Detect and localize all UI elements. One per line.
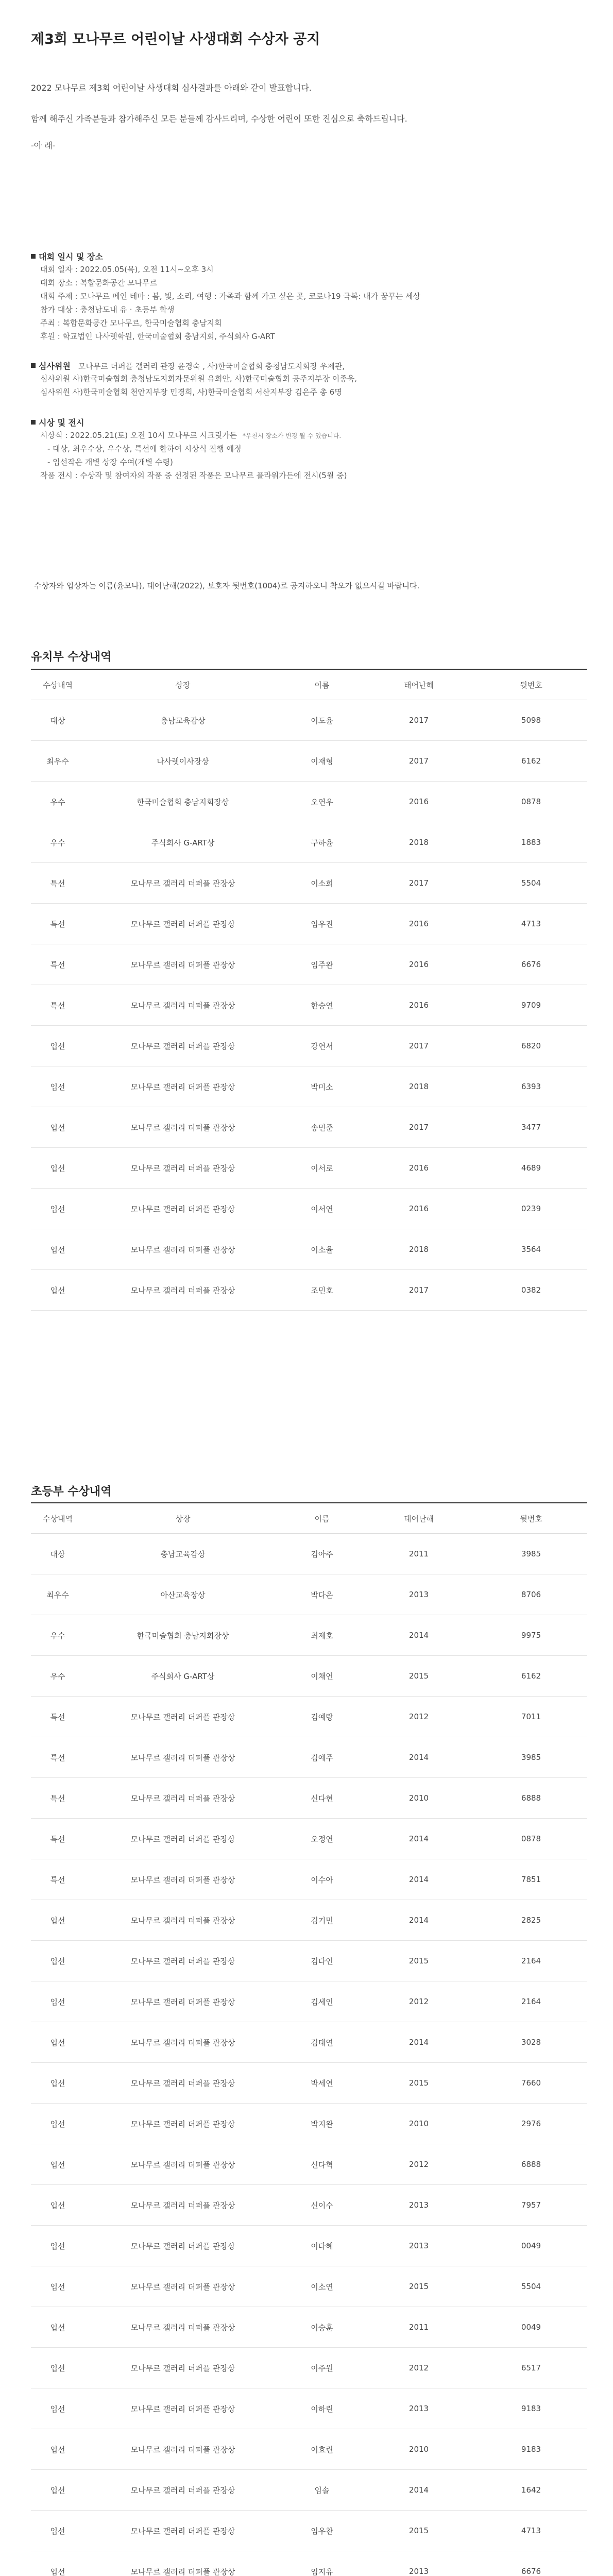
col-header-type: 수상내역 <box>31 669 84 700</box>
section-award-heading: 시상 및 전시 <box>31 416 84 428</box>
cell-award: 모나무르 갤러리 더퍼플 관장상 <box>84 2185 281 2226</box>
cell-phone: 4689 <box>475 1148 587 1189</box>
table-row <box>31 700 587 741</box>
cell-award: 모나무르 갤러리 더퍼플 관장상 <box>84 1900 281 1941</box>
cell-type: 입선 <box>31 1189 84 1229</box>
cell-year: 2012 <box>363 2348 475 2388</box>
cell-year: 2017 <box>363 1270 475 1311</box>
cell-award: 모나무르 갤러리 더퍼플 관장상 <box>84 2063 281 2104</box>
cell-year: 2015 <box>363 1941 475 1981</box>
cell-name: 한승연 <box>281 985 363 1026</box>
cell-year: 2010 <box>363 2104 475 2144</box>
table-row <box>31 1534 587 1574</box>
cell-name: 구하윤 <box>281 822 363 863</box>
cell-award: 모나무르 갤러리 더퍼플 관장상 <box>84 2022 281 2063</box>
cell-type: 우수 <box>31 782 84 822</box>
section-award-line: 작품 전시 : 수상작 및 참여자의 작품 중 선정된 작품은 모나무르 플라워가든에 전시(5월 중) <box>40 471 347 480</box>
cell-name: 김기민 <box>281 1900 363 1941</box>
cell-name: 강연서 <box>281 1026 363 1066</box>
table-row <box>31 1148 587 1189</box>
cell-year: 2015 <box>363 2511 475 2551</box>
cell-type: 입선 <box>31 1981 84 2022</box>
cell-phone: 1642 <box>475 2470 587 2511</box>
cell-type: 입선 <box>31 2226 84 2266</box>
cell-name: 이소희 <box>281 863 363 904</box>
cell-type: 입선 <box>31 1941 84 1981</box>
cell-year: 2014 <box>363 1615 475 1656</box>
cell-award: 나사렛이사장상 <box>84 741 281 782</box>
cell-phone: 3985 <box>475 1737 587 1778</box>
cell-year: 2014 <box>363 1819 475 1859</box>
cell-year: 2014 <box>363 1859 475 1900</box>
cell-year: 2014 <box>363 1737 475 1778</box>
cell-phone: 6676 <box>475 2551 587 2576</box>
table-row <box>31 1778 587 1819</box>
section-date-line: 대회 일자 : 2022.05.05(목), 오전 11시~오후 3시 <box>40 265 214 274</box>
cell-type: 입선 <box>31 1229 84 1270</box>
cell-phone: 9975 <box>475 1615 587 1656</box>
cell-name: 이효린 <box>281 2429 363 2470</box>
cell-phone: 2976 <box>475 2104 587 2144</box>
cell-type: 대상 <box>31 1534 84 1574</box>
col-header-phone: 뒷번호 <box>475 1503 587 1534</box>
cell-type: 입선 <box>31 1900 84 1941</box>
cell-name: 이주원 <box>281 2348 363 2388</box>
table-row <box>31 985 587 1026</box>
cell-type: 입선 <box>31 1026 84 1066</box>
cell-award: 모나무르 갤러리 더퍼플 관장상 <box>84 2470 281 2511</box>
ceremony-line: 시상식 : 2022.05.21(토) 오전 10시 모나무르 시크릿가든 <box>40 431 237 440</box>
cell-year: 2017 <box>363 1026 475 1066</box>
cell-award: 한국미술협회 충남지회장상 <box>84 782 281 822</box>
cell-type: 입선 <box>31 1270 84 1311</box>
kindergarten-table <box>31 669 587 1311</box>
cell-phone: 0049 <box>475 2226 587 2266</box>
cell-name: 이소율 <box>281 1229 363 1270</box>
cell-year: 2013 <box>363 2226 475 2266</box>
table-row <box>31 2266 587 2307</box>
page-title: 제3회 모나무르 어린이날 사생대회 수상자 공지 <box>31 31 320 47</box>
cell-award: 충남교육감상 <box>84 700 281 741</box>
table-row <box>31 2511 587 2551</box>
cell-award: 모나무르 갤러리 더퍼플 관장상 <box>84 1778 281 1819</box>
cell-award: 모나무르 갤러리 더퍼플 관장상 <box>84 944 281 985</box>
section-date-line: 참가 대상 : 충청남도내 유 · 초등부 학생 <box>40 305 175 314</box>
cell-award: 모나무르 갤러리 더퍼플 관장상 <box>84 2104 281 2144</box>
cell-phone: 0878 <box>475 1819 587 1859</box>
section-judges-line: 모나무르 더퍼플 갤러리 관장 윤경숙 , 사)한국미술협회 충청남도지회장 우제관, <box>78 362 345 371</box>
cell-type: 대상 <box>31 700 84 741</box>
cell-name: 이도윤 <box>281 700 363 741</box>
cell-phone: 6888 <box>475 1778 587 1819</box>
cell-year: 2013 <box>363 2388 475 2429</box>
cell-year: 2013 <box>363 2551 475 2576</box>
cell-name: 김다인 <box>281 1941 363 1981</box>
cell-year: 2016 <box>363 985 475 1026</box>
cell-type: 입선 <box>31 2470 84 2511</box>
cell-name: 박세연 <box>281 2063 363 2104</box>
cell-name: 박다은 <box>281 1574 363 1615</box>
cell-phone: 6517 <box>475 2348 587 2388</box>
cell-type: 입선 <box>31 2551 84 2576</box>
section-award-line <box>40 430 341 440</box>
table-row <box>31 1859 587 1900</box>
cell-name: 임주완 <box>281 944 363 985</box>
table-row <box>31 1941 587 1981</box>
cell-phone: 9183 <box>475 2429 587 2470</box>
cell-phone: 6888 <box>475 2144 587 2185</box>
cell-award: 모나무르 갤러리 더퍼플 관장상 <box>84 1859 281 1900</box>
cell-phone: 0239 <box>475 1189 587 1229</box>
cell-year: 2014 <box>363 2022 475 2063</box>
section-date-line: 대회 장소 : 복합문화공간 모나무르 <box>40 278 157 287</box>
cell-award: 모나무르 갤러리 더퍼플 관장상 <box>84 2348 281 2388</box>
cell-name: 임솔 <box>281 2470 363 2511</box>
section-judges-line: 심사위원 사)한국미술협회 충청남도지회자문위원 유희안, 사)한국미술협회 공주지부장 이종욱, <box>40 374 357 383</box>
cell-name: 이다혜 <box>281 2226 363 2266</box>
table-header-row <box>31 669 587 700</box>
cell-award: 모나무르 갤러리 더퍼플 관장상 <box>84 1981 281 2022</box>
col-header-award: 상장 <box>84 669 281 700</box>
cell-name: 박미소 <box>281 1066 363 1107</box>
cell-type: 입선 <box>31 2063 84 2104</box>
col-header-type: 수상내역 <box>31 1503 84 1534</box>
cell-award: 아산교육장상 <box>84 1574 281 1615</box>
cell-type: 입선 <box>31 1066 84 1107</box>
col-header-award: 상장 <box>84 1503 281 1534</box>
table-row <box>31 863 587 904</box>
cell-type: 입선 <box>31 2348 84 2388</box>
cell-type: 특선 <box>31 1778 84 1819</box>
cell-name: 이수아 <box>281 1859 363 1900</box>
cell-type: 특선 <box>31 863 84 904</box>
intro-line-2: 함께 해주신 가족분들과 참가해주신 모든 분들께 감사드리며, 수상한 어린이 또한 진심으로 축하드립니다. <box>31 114 407 124</box>
cell-award: 모나무르 갤러리 더퍼플 관장상 <box>84 985 281 1026</box>
table-row <box>31 2226 587 2266</box>
cell-year: 2010 <box>363 1778 475 1819</box>
table-row <box>31 822 587 863</box>
cell-name: 신다혁 <box>281 2144 363 2185</box>
cell-phone: 2164 <box>475 1981 587 2022</box>
cell-phone: 3564 <box>475 1229 587 1270</box>
table-row <box>31 2022 587 2063</box>
table-row <box>31 2104 587 2144</box>
cell-award: 모나무르 갤러리 더퍼플 관장상 <box>84 1229 281 1270</box>
section-date-line: 대회 주제 : 모나무르 메인 테마 : 봄, 빛, 소리, 여행 : 가족과 함께 가고 싶은 곳, 코로나19 극복: 내가 꿈꾸는 세상 <box>40 292 421 301</box>
cell-name: 김세인 <box>281 1981 363 2022</box>
table-row <box>31 2470 587 2511</box>
cell-phone: 0878 <box>475 782 587 822</box>
cell-award: 모나무르 갤러리 더퍼플 관장상 <box>84 1107 281 1148</box>
cell-year: 2017 <box>363 741 475 782</box>
cell-phone: 7011 <box>475 1697 587 1737</box>
cell-phone: 1883 <box>475 822 587 863</box>
cell-name: 이서연 <box>281 1189 363 1229</box>
cell-award: 모나무르 갤러리 더퍼플 관장상 <box>84 1819 281 1859</box>
col-header-year: 태어난해 <box>363 669 475 700</box>
table-row <box>31 1656 587 1697</box>
cell-type: 최우수 <box>31 741 84 782</box>
table-row <box>31 1900 587 1941</box>
cell-type: 입선 <box>31 2388 84 2429</box>
cell-award: 모나무르 갤러리 더퍼플 관장상 <box>84 2226 281 2266</box>
cell-type: 입선 <box>31 1148 84 1189</box>
cell-name: 조민호 <box>281 1270 363 1311</box>
cell-year: 2016 <box>363 1148 475 1189</box>
cell-type: 특선 <box>31 1697 84 1737</box>
cell-year: 2018 <box>363 1229 475 1270</box>
cell-type: 입선 <box>31 2266 84 2307</box>
cell-year: 2016 <box>363 944 475 985</box>
cell-award: 모나무르 갤러리 더퍼플 관장상 <box>84 2144 281 2185</box>
cell-name: 이재형 <box>281 741 363 782</box>
cell-year: 2016 <box>363 1189 475 1229</box>
elementary-table <box>31 1502 587 2576</box>
table-row <box>31 782 587 822</box>
cell-name: 임우찬 <box>281 2511 363 2551</box>
cell-name: 이서로 <box>281 1148 363 1189</box>
cell-name: 신이수 <box>281 2185 363 2226</box>
section-award-line: - 대상, 최우수상, 우수상, 특선에 한하여 시상식 진행 예정 <box>47 444 242 453</box>
cell-name: 오정연 <box>281 1819 363 1859</box>
table-row <box>31 2348 587 2388</box>
cell-year: 2018 <box>363 1066 475 1107</box>
table-row <box>31 2144 587 2185</box>
cell-phone: 0049 <box>475 2307 587 2348</box>
cell-phone: 5504 <box>475 2266 587 2307</box>
cell-year: 2013 <box>363 1574 475 1615</box>
cell-year: 2016 <box>363 904 475 944</box>
cell-award: 모나무르 갤러리 더퍼플 관장상 <box>84 1941 281 1981</box>
cell-award: 모나무르 갤러리 더퍼플 관장상 <box>84 1026 281 1066</box>
table-row <box>31 1270 587 1311</box>
col-header-phone: 뒷번호 <box>475 669 587 700</box>
cell-award: 모나무르 갤러리 더퍼플 관장상 <box>84 1270 281 1311</box>
cell-type: 특선 <box>31 1737 84 1778</box>
cell-name: 이승훈 <box>281 2307 363 2348</box>
intro-line-3: -아 래- <box>31 141 56 150</box>
cell-type: 우수 <box>31 822 84 863</box>
cell-award: 모나무르 갤러리 더퍼플 관장상 <box>84 1189 281 1229</box>
cell-year: 2010 <box>363 2429 475 2470</box>
table-row <box>31 1574 587 1615</box>
cell-year: 2016 <box>363 782 475 822</box>
cell-award: 모나무르 갤러리 더퍼플 관장상 <box>84 2266 281 2307</box>
cell-name: 오연우 <box>281 782 363 822</box>
cell-award: 모나무르 갤러리 더퍼플 관장상 <box>84 904 281 944</box>
cell-type: 입선 <box>31 2144 84 2185</box>
cell-phone: 7660 <box>475 2063 587 2104</box>
cell-year: 2017 <box>363 1107 475 1148</box>
cell-award: 주식회사 G-ART상 <box>84 822 281 863</box>
cell-year: 2015 <box>363 1656 475 1697</box>
cell-type: 특선 <box>31 1819 84 1859</box>
table-row <box>31 1737 587 1778</box>
cell-phone: 3028 <box>475 2022 587 2063</box>
cell-year: 2015 <box>363 2266 475 2307</box>
cell-phone: 3477 <box>475 1107 587 1148</box>
cell-name: 김예주 <box>281 1737 363 1778</box>
cell-name: 신다현 <box>281 1778 363 1819</box>
section-award-line: - 입선작은 개별 상장 수여(개별 수령) <box>47 457 173 467</box>
cell-award: 모나무르 갤러리 더퍼플 관장상 <box>84 2429 281 2470</box>
cell-award: 충남교육감상 <box>84 1534 281 1574</box>
table-row <box>31 2429 587 2470</box>
section-date-heading: 대회 일시 및 장소 <box>31 250 103 262</box>
table-row <box>31 1615 587 1656</box>
table-row <box>31 1026 587 1066</box>
cell-award: 모나무르 갤러리 더퍼플 관장상 <box>84 863 281 904</box>
cell-type: 입선 <box>31 2185 84 2226</box>
cell-year: 2018 <box>363 822 475 863</box>
table-row <box>31 1189 587 1229</box>
table-header-row <box>31 1503 587 1534</box>
cell-phone: 6162 <box>475 1656 587 1697</box>
table-row <box>31 1819 587 1859</box>
cell-type: 우수 <box>31 1615 84 1656</box>
cell-award: 모나무르 갤러리 더퍼플 관장상 <box>84 2511 281 2551</box>
section-date-line: 후원 : 학교법인 나사렛학원, 한국미술협회 충남지회, 주식회사 G-ART <box>40 332 275 341</box>
cell-year: 2012 <box>363 1981 475 2022</box>
table-row <box>31 1066 587 1107</box>
cell-phone: 0382 <box>475 1270 587 1311</box>
cell-phone: 6676 <box>475 944 587 985</box>
cell-name: 김아주 <box>281 1534 363 1574</box>
cell-year: 2013 <box>363 2185 475 2226</box>
cell-type: 특선 <box>31 985 84 1026</box>
cell-award: 모나무르 갤러리 더퍼플 관장상 <box>84 2307 281 2348</box>
cell-type: 입선 <box>31 1107 84 1148</box>
cell-year: 2012 <box>363 2144 475 2185</box>
section-judges-heading: 심사위원 <box>31 361 71 371</box>
cell-award: 모나무르 갤러리 더퍼플 관장상 <box>84 1148 281 1189</box>
intro-line-1: 2022 모나무르 제3회 어린이날 사생대회 심사결과를 아래와 같이 발표합니다. <box>31 83 312 93</box>
cell-phone: 4713 <box>475 2511 587 2551</box>
cell-type: 입선 <box>31 2429 84 2470</box>
table-row <box>31 1981 587 2022</box>
cell-type: 입선 <box>31 2022 84 2063</box>
elementary-table-title: 초등부 수상내역 <box>31 1485 112 1498</box>
cell-type: 입선 <box>31 2307 84 2348</box>
cell-phone: 5098 <box>475 700 587 741</box>
section-judges-line: 심사위원 사)한국미술협회 천안지부장 민경희, 사)한국미술협회 서산지부장 김은주 총 6명 <box>40 387 342 397</box>
cell-year: 2017 <box>363 700 475 741</box>
cell-phone: 4713 <box>475 904 587 944</box>
cell-phone: 3985 <box>475 1534 587 1574</box>
cell-type: 특선 <box>31 904 84 944</box>
table-row <box>31 944 587 985</box>
cell-year: 2014 <box>363 2470 475 2511</box>
table-row <box>31 904 587 944</box>
cell-type: 입선 <box>31 2511 84 2551</box>
cell-phone: 2825 <box>475 1900 587 1941</box>
kindergarten-table-body <box>31 700 587 1311</box>
cell-name: 이소연 <box>281 2266 363 2307</box>
cell-year: 2014 <box>363 1900 475 1941</box>
cell-type: 최우수 <box>31 1574 84 1615</box>
notice-text: 수상자와 입상자는 이름(윤모나), 태어난해(2022), 보호자 뒷번호(1004)로 공지하오니 착오가 없으시길 바랍니다. <box>34 581 420 590</box>
cell-year: 2012 <box>363 1697 475 1737</box>
cell-award: 모나무르 갤러리 더퍼플 관장상 <box>84 2388 281 2429</box>
cell-name: 박지완 <box>281 2104 363 2144</box>
cell-award: 모나무르 갤러리 더퍼플 관장상 <box>84 1737 281 1778</box>
col-header-name: 이름 <box>281 1503 363 1534</box>
cell-type: 우수 <box>31 1656 84 1697</box>
section-date-line: 주최 : 복합문화공간 모나무르, 한국미술협회 충남지회 <box>40 318 222 328</box>
cell-year: 2011 <box>363 1534 475 1574</box>
cell-name: 김예랑 <box>281 1697 363 1737</box>
cell-phone: 7957 <box>475 2185 587 2226</box>
cell-year: 2011 <box>363 2307 475 2348</box>
table-row <box>31 1229 587 1270</box>
cell-name: 임우진 <box>281 904 363 944</box>
cell-phone: 8706 <box>475 1574 587 1615</box>
table-row <box>31 2307 587 2348</box>
cell-type: 특선 <box>31 944 84 985</box>
cell-year: 2017 <box>363 863 475 904</box>
table-row <box>31 1697 587 1737</box>
cell-award: 모나무르 갤러리 더퍼플 관장상 <box>84 1697 281 1737</box>
ceremony-note: *우천시 장소가 변경 될 수 있습니다. <box>242 432 342 439</box>
cell-name: 이하린 <box>281 2388 363 2429</box>
cell-award: 한국미술협회 충남지회장상 <box>84 1615 281 1656</box>
cell-phone: 6393 <box>475 1066 587 1107</box>
cell-phone: 2164 <box>475 1941 587 1981</box>
cell-award: 모나무르 갤러리 더퍼플 관장상 <box>84 2551 281 2576</box>
cell-phone: 7851 <box>475 1859 587 1900</box>
kindergarten-table-title: 유치부 수상내역 <box>31 651 112 664</box>
cell-year: 2015 <box>363 2063 475 2104</box>
cell-award: 주식회사 G-ART상 <box>84 1656 281 1697</box>
cell-type: 특선 <box>31 1859 84 1900</box>
table-row <box>31 2388 587 2429</box>
table-row <box>31 2551 587 2576</box>
section-judges-row <box>31 360 345 371</box>
table-row <box>31 2185 587 2226</box>
cell-phone: 5504 <box>475 863 587 904</box>
table-row <box>31 741 587 782</box>
cell-phone: 6162 <box>475 741 587 782</box>
cell-name: 송민준 <box>281 1107 363 1148</box>
table-row <box>31 1107 587 1148</box>
cell-phone: 9183 <box>475 2388 587 2429</box>
col-header-year: 태어난해 <box>363 1503 475 1534</box>
cell-phone: 9709 <box>475 985 587 1026</box>
cell-name: 최제호 <box>281 1615 363 1656</box>
cell-phone: 6820 <box>475 1026 587 1066</box>
elementary-table-body <box>31 1534 587 2576</box>
cell-type: 입선 <box>31 2104 84 2144</box>
table-row <box>31 2063 587 2104</box>
cell-name: 김태연 <box>281 2022 363 2063</box>
col-header-name: 이름 <box>281 669 363 700</box>
cell-name: 임지유 <box>281 2551 363 2576</box>
cell-award: 모나무르 갤러리 더퍼플 관장상 <box>84 1066 281 1107</box>
cell-name: 이채언 <box>281 1656 363 1697</box>
